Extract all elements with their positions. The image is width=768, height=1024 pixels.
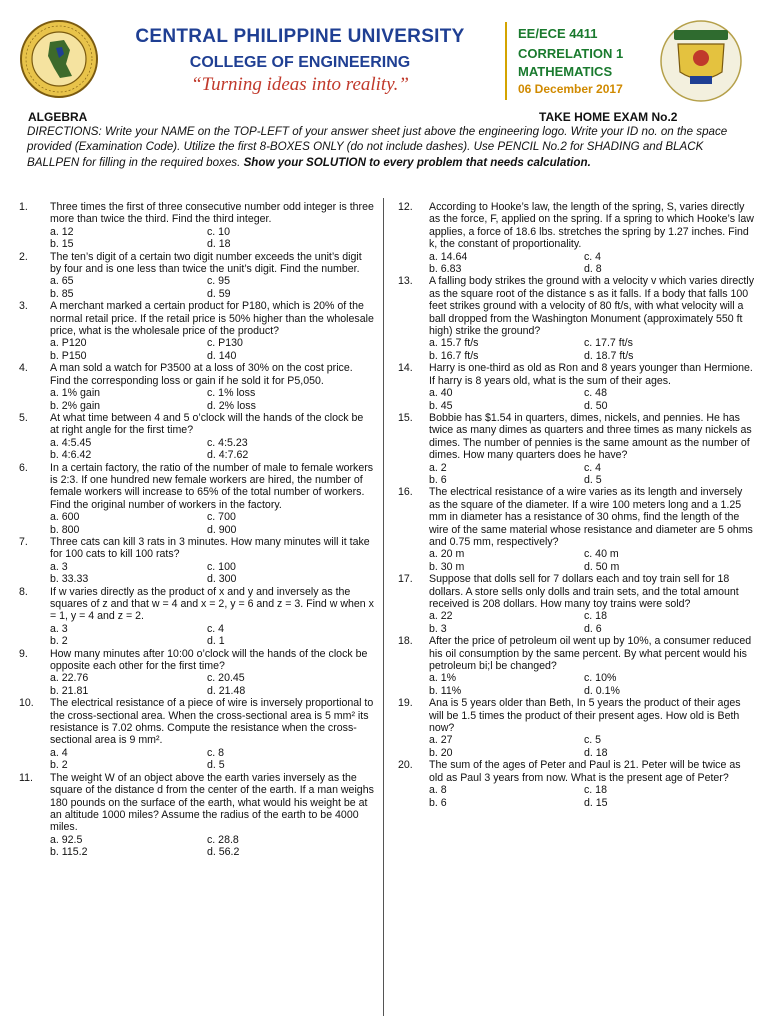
answer-choice: b. 11% — [429, 684, 462, 697]
question-item — [19, 412, 374, 462]
question-number: 7. — [19, 535, 28, 548]
answer-choice: d. 1 — [207, 635, 225, 648]
question-number: 3. — [19, 300, 28, 313]
question-item — [19, 648, 374, 698]
question-item — [19, 586, 374, 648]
answer-choice: a. 15.7 ft/s — [429, 337, 479, 350]
question-body — [429, 635, 755, 697]
question-body — [50, 536, 374, 586]
question-number: 18. — [398, 635, 413, 648]
directions-emphasis: Show your SOLUTION to every problem that needs calculation. — [243, 155, 591, 169]
question-body — [429, 486, 755, 573]
answer-choice: a. 4 — [50, 746, 68, 759]
answer-choice: c. 10 — [207, 225, 230, 238]
answer-choice: a. 1% gain — [50, 387, 101, 400]
question-body — [50, 300, 374, 362]
questions-right-column — [398, 201, 755, 809]
answer-choice: a. 40 — [429, 387, 453, 400]
question-number: 12. — [398, 201, 413, 213]
question-text: Harry is one-third as old as Ron and 8 years younger than Hermione. If harry is 8 years old, what is the sum of their ages. — [429, 362, 753, 387]
answer-choice: c. 4 — [584, 461, 602, 474]
correlation-label: CORRELATION 1 — [518, 46, 624, 61]
answer-choice: c. 700 — [207, 511, 236, 524]
question-body — [429, 759, 755, 809]
question-item — [398, 201, 755, 275]
question-text: Three times the first of three consecutive number odd integer is three more than twice the third. Find the third integer. — [50, 201, 374, 226]
question-number: 5. — [19, 411, 28, 424]
question-number: 19. — [398, 697, 413, 710]
answer-choice: b. 15 — [50, 238, 74, 251]
answer-choices — [429, 548, 755, 573]
section-label: ALGEBRA — [28, 110, 88, 124]
answer-choice: c. 20.45 — [207, 672, 245, 685]
answer-choice: b. 2 — [50, 635, 68, 648]
question-body — [50, 412, 374, 462]
question-text: The electrical resistance of a piece of wire is inversely proportional to the cross-sectional area. When the cross-sectional area is 5 mm² its resistance is 7.02 ohms. Compute the resistance when the cross-sectional area is 9 mm². — [50, 697, 374, 747]
answer-choice: d. 18 — [584, 746, 608, 759]
answer-choice: d. 56.2 — [207, 846, 240, 859]
answer-choice: a. 27 — [429, 734, 453, 747]
answer-choice: a. 14.64 — [429, 250, 468, 263]
answer-choice: c. 4 — [584, 250, 602, 263]
answer-choices — [50, 437, 374, 462]
question-number: 15. — [398, 411, 413, 424]
answer-choices — [429, 672, 755, 697]
question-number: 20. — [398, 759, 413, 772]
question-body — [50, 648, 374, 698]
column-divider — [383, 198, 384, 1016]
answer-choice: c. 28.8 — [207, 833, 239, 846]
answer-choice: b. 6 — [429, 796, 447, 809]
answer-choice: d. 300 — [207, 573, 237, 586]
answer-choice: c. 18 — [584, 610, 607, 623]
answer-choices — [50, 672, 374, 697]
answer-choice: b. 115.2 — [50, 846, 88, 859]
course-code: EE/ECE 4411 — [518, 26, 598, 41]
question-text: If w varies directly as the product of x and y and inversely as the squares of z and that w = 4 and x = 2, y = 6 and z = 3. Find w when x = 1, y = 4 and z = 2. — [50, 585, 374, 623]
question-body — [50, 251, 374, 301]
question-item — [19, 251, 374, 301]
answer-choice: b. 800 — [50, 523, 80, 536]
question-number: 1. — [19, 201, 28, 213]
header-divider — [505, 22, 507, 100]
answer-choice: d. 0.1% — [584, 684, 620, 697]
question-body — [429, 573, 755, 635]
answer-choice: b. 45 — [429, 399, 453, 412]
answer-choice: b. P150 — [50, 349, 87, 362]
answer-choice: d. 15 — [584, 796, 608, 809]
answer-choices — [50, 387, 374, 412]
answer-choices — [429, 251, 755, 276]
answer-choice: b. 20 — [429, 746, 453, 759]
university-name: CENTRAL PHILIPPINE UNIVERSITY — [135, 26, 465, 47]
answer-choice: d. 59 — [207, 287, 231, 300]
question-text: A falling body strikes the ground with a velocity v which varies directly as the square root of the distance s as it falls. If a body that falls 100 feet strikes ground with a velocity of 80 ft/s, with what velocity will a ball dropped from the Washington Monument (approximately 550 ft high) strike the ground? — [429, 275, 755, 338]
answer-choice: b. 30 m — [429, 560, 465, 573]
question-body — [50, 201, 374, 251]
answer-choice: d. 6 — [584, 622, 602, 635]
answer-choice: a. 4:5.45 — [50, 436, 92, 449]
answer-choice: a. 3 — [50, 560, 68, 573]
answer-choices — [429, 462, 755, 487]
answer-choices — [429, 734, 755, 759]
question-text: The electrical resistance of a wire varies as its length and inversely as the square of the diameter. If a wire 100 meters long and a 1.25 mm in diameter has a resistance of 30 ohms, find the length of the wire of the same material whose resistance and diameter are 5 ohms and 0.75 mm, respectively? — [429, 486, 753, 548]
answer-choice: c. 18 — [584, 784, 607, 797]
question-item — [19, 462, 374, 536]
question-body — [429, 362, 755, 412]
answer-choice: c. 17.7 ft/s — [584, 337, 633, 350]
answer-choice: c. 1% loss — [207, 387, 256, 400]
question-text: A man sold a watch for P3500 at a loss of 30% on the cost price. Find the corresponding loss or gain if he sold it for P5,050. — [50, 362, 353, 387]
answer-choice: b. 16.7 ft/s — [429, 349, 479, 362]
answer-choice: a. 12 — [50, 225, 74, 238]
answer-choice: d. 50 — [584, 399, 608, 412]
answer-choice: b. 6 — [429, 473, 447, 486]
answer-choice: b. 33.33 — [50, 573, 89, 586]
answer-choice: a. 92.5 — [50, 833, 83, 846]
question-item — [19, 362, 374, 412]
question-body — [50, 697, 374, 771]
question-text: The ten’s digit of a certain two digit number exceeds the unit’s digit by four and is one less than twice the unit’s digit. Find the number. — [50, 250, 362, 276]
question-item — [398, 697, 755, 759]
answer-choices — [50, 226, 374, 251]
answer-choice: b. 2% gain — [50, 399, 101, 412]
answer-choice: a. 1% — [429, 672, 457, 685]
answer-choice: d. 2% loss — [207, 399, 256, 412]
answer-choices — [429, 610, 755, 635]
answer-choice: b. 6.83 — [429, 263, 462, 276]
answer-choice: d. 50 m — [584, 560, 620, 573]
answer-choice: c. P130 — [207, 337, 243, 350]
answer-choice: c. 4:5.23 — [207, 436, 248, 449]
answer-choices — [50, 337, 374, 362]
question-text: Bobbie has $1.54 in quarters, dimes, nickels, and pennies. He has twice as many dimes as quarters and three times as many nickels as dimes. The number of pennies is the same amount as the number of dimes. How many quarters does he have? — [429, 411, 752, 462]
answer-choice: d. 18 — [207, 238, 231, 251]
answer-choices — [50, 834, 374, 859]
question-text: According to Hooke’s law, the length of the spring, S, varies directly as the force, F, applied on the spring. If a spring to which Hooke’s law applies, a force of 18.6 lbs. stretches the spring by 1.27 inches. Find k, the constant of proportionality. — [429, 201, 754, 251]
answer-choice: a. 2 — [429, 461, 447, 474]
answer-choice: c. 8 — [207, 746, 225, 759]
answer-choice: c. 95 — [207, 275, 230, 288]
question-item — [398, 275, 755, 362]
answer-choices — [50, 623, 374, 648]
question-text: The weight W of an object above the earth varies inversely as the square of the distance d from the center of the earth. If a man weighs 180 pounds on the surface of the earth, what would his weight be at an altitude 1000 miles? Assume the radius of the earth to be 4000 miles. — [50, 771, 374, 834]
question-item — [398, 573, 755, 635]
question-text: At what time between 4 and 5 o’clock will the hands of the clock be at right angle for the first time? — [50, 411, 364, 437]
subject-label: MATHEMATICS — [518, 64, 613, 79]
question-number: 6. — [19, 461, 28, 474]
question-body — [50, 586, 374, 648]
question-number: 8. — [19, 585, 28, 598]
question-number: 9. — [19, 647, 28, 660]
question-number: 13. — [398, 275, 413, 288]
answer-choice: b. 21.81 — [50, 684, 89, 697]
answer-choice: d. 4:7.62 — [207, 449, 249, 462]
question-number: 10. — [19, 697, 34, 710]
answer-choice: c. 10% — [584, 672, 617, 685]
question-body — [50, 362, 374, 412]
answer-choice: a. 22 — [429, 610, 453, 623]
question-item — [19, 201, 374, 251]
question-number: 4. — [19, 362, 28, 375]
answer-choices — [429, 337, 755, 362]
question-body — [429, 275, 755, 362]
question-item — [398, 486, 755, 573]
question-item — [398, 759, 755, 809]
answer-choice: b. 3 — [429, 622, 447, 635]
question-body — [50, 772, 374, 859]
question-text: In a certain factory, the ratio of the number of male to female workers is 2:3. If one hundred new female workers are hired, the number of female workers will increase to 65% of the total number of workers. Find the original number of workers in the factory. — [50, 461, 374, 511]
answer-choice: b. 85 — [50, 287, 74, 300]
directions-text: DIRECTIONS: Write your NAME on the TOP-LEFT of your answer sheet just above the engineering logo. Write your ID no. on the space provided (Examination Code). Utilize the first 8-BOXES ONLY (do not include dashes). Use PENCIL No.2 for SHADING and BLACK BALLPEN for filling in the required boxes. — [27, 125, 728, 169]
question-text: A merchant marked a certain product for P180, which is 20% of the normal retail price. If the retail price is 50% higher than the wholesale price, what is the wholesale price of the product? — [50, 300, 374, 338]
question-text: The sum of the ages of Peter and Paul is 21. Peter will be twice as old as Paul 3 years from now. What is the present age of Peter? — [429, 759, 741, 784]
answer-choice: b. 2 — [50, 759, 68, 772]
question-item — [19, 300, 374, 362]
question-text: Suppose that dolls sell for 7 dollars each and toy train sell for 18 dollars. A store sells only dolls and train sets, and the total amount received is 208 dollars. How many toy trains were sold? — [429, 573, 739, 610]
answer-choice: d. 18.7 ft/s — [584, 349, 634, 362]
question-item — [19, 772, 374, 859]
question-body — [429, 412, 755, 486]
answer-choice: d. 140 — [207, 349, 237, 362]
answer-choice: a. P120 — [50, 337, 87, 350]
answer-choice: d. 5 — [584, 473, 602, 486]
answer-choice: a. 3 — [50, 622, 68, 635]
question-text: How many minutes after 10:00 o’clock will the hands of the clock be opposite each other for the first time? — [50, 647, 368, 673]
question-number: 16. — [398, 486, 413, 499]
answer-choice: c. 5 — [584, 734, 602, 747]
engineering-logo — [660, 20, 742, 102]
question-text: After the price of petroleum oil went up by 10%, a consumer reduced his oil consumption by the same percent. By what percent would his petroleum bi;l be changed? — [429, 635, 752, 673]
question-body — [429, 201, 755, 275]
question-number: 17. — [398, 573, 413, 586]
question-body — [50, 462, 374, 536]
questions-left-column — [19, 201, 374, 859]
answer-choice: c. 40 m — [584, 548, 619, 561]
directions — [27, 124, 745, 170]
answer-choices — [50, 747, 374, 772]
question-text: Three cats can kill 3 rats in 3 minutes. How many minutes will it take for 100 cats to kill 100 rats? — [50, 535, 370, 561]
answer-choices — [50, 511, 374, 536]
exam-date: 06 December 2017 — [518, 82, 623, 96]
answer-choices — [50, 561, 374, 586]
answer-choice: d. 900 — [207, 523, 237, 536]
question-body — [429, 697, 755, 759]
answer-choice: a. 600 — [50, 511, 80, 524]
answer-choice: c. 4 — [207, 622, 225, 635]
question-item — [398, 362, 755, 412]
exam-title: TAKE HOME EXAM No.2 — [539, 110, 678, 124]
motto: “Turning ideas into reality.” — [191, 74, 409, 95]
question-item — [19, 536, 374, 586]
answer-choice: a. 8 — [429, 784, 447, 797]
answer-choices — [429, 784, 755, 809]
question-number: 11. — [19, 771, 33, 784]
answer-choices — [50, 275, 374, 300]
answer-choice: b. 4:6.42 — [50, 449, 92, 462]
answer-choice: d. 8 — [584, 263, 602, 276]
question-text: Ana is 5 years older than Beth, In 5 years the product of their ages will be 1.5 times the product of their present ages. How old is Beth now? — [429, 697, 741, 735]
question-item — [19, 697, 374, 771]
question-number: 2. — [19, 250, 28, 263]
question-item — [398, 635, 755, 697]
answer-choices — [429, 387, 755, 412]
question-number: 14. — [398, 362, 413, 375]
answer-choice: a. 22.76 — [50, 672, 89, 685]
answer-choice: a. 65 — [50, 275, 74, 288]
answer-choice: c. 100 — [207, 560, 236, 573]
answer-choice: c. 48 — [584, 387, 607, 400]
answer-choice: a. 20 m — [429, 548, 465, 561]
answer-choice: d. 5 — [207, 759, 225, 772]
question-item — [398, 412, 755, 486]
answer-choice: d. 21.48 — [207, 684, 246, 697]
college-name: COLLEGE OF ENGINEERING — [189, 54, 411, 71]
